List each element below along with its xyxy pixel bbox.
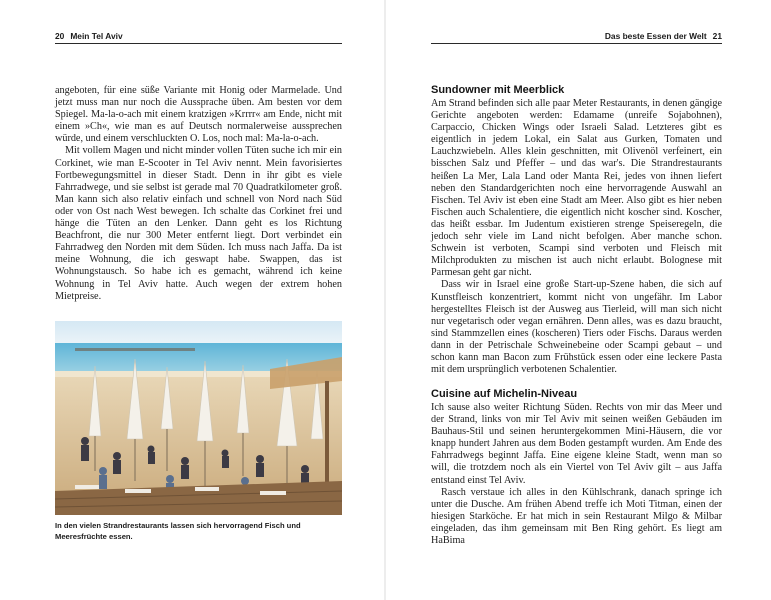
left-paragraph-2: Mit vollem Magen und nicht minder vollen Tüten suche ich mir ein Corkinet, wie man E-Scooter in Tel Aviv nennt. Mein favorisiertes Fortbewegungsmittel in dieser Stadt. Denn in ihr gibt es viele Fahrradwege, und sie selbst ist gerade mal 70 Quadratkilometer groß. Man kann sich also relativ einfach und schnell von Nord nach Süd oder von Ost nach West bewegen. Ich schalte das Corkinet frei und hänge die Tüten an den Lenker. Dann geht es los Richtung Beachfront, die nur 300 Meter entfernt liegt. Dort verbindet ein Fahrradweg den Norden mit dem Süden. Ich muss nach Jaffa. Da ist meine Wohnung, die ich geswapt habe. Swappen, das ist Wohnungstausch. So habe ich es gemacht, während ich keine Wohnung in Tel Aviv hatte. Auch wegen der extrem hohen Mietpreise. xyxy=(55,145,342,302)
sundowner-paragraph-1: Am Strand befinden sich alle paar Meter Restaurants, in denen gängige Gerichte angeboten werden: Edamame (unreife Sojabohnen), Carpaccio, Chicken Wings oder Israeli Salad. Letzteres gibt es eigentlich in jedem Lokal, ein Salat aus Gurken, Tomaten und Lauchzwiebeln. Alles klein geschnitten, mit Olivenöl verfeinert, ein bisschen Salz und Pfeffer – und das war's. Die Strandrestaurants heißen La Mer, Lala Land oder Manta Rei, jedes von ihnen liefert neben den Standardgerichten noch eine hervorragende Auswahl an Fischen. Tel Aviv ist eben eine Stadt am Meer. Also gibt es hier neben Fischen auch Schalentiere, die eigentlich nicht koscher sind. Koscher, das heißt essbar. Im Judentum existieren strenge Speiseregeln, die jedoch sehr viele im Land nicht befolgen. Aber manche schon. Schwein ist verboten, Scampi sind verboten und Fleisch mit Milchprodukten zu mischen ist auch nicht erlaubt. Bolognese mit Parmesan geht gar nicht. xyxy=(431,98,722,279)
michelin-paragraph-1: Ich sause also weiter Richtung Süden. Rechts von mir das Meer und der Strand, links von mir Tel Aviv mit seinen weißen Gebäuden im Bauhaus-Stil und seinen heruntergekommen Mini-Häusern, die vor knapp hundert Jahren aus dem Boden gestampft wurden. Am Ende des Fahrradwegs beginnt Jaffa. Eine eigene kleine Stadt, wenn man so will, die trotzdem noch als ein Viertel von Tel Aviv gilt – aus Jaffa entstand einst Tel Aviv. xyxy=(431,402,722,486)
section-sundowner-text xyxy=(431,98,722,376)
left-running-title: Mein Tel Aviv xyxy=(70,30,123,41)
left-body-text xyxy=(55,85,342,303)
left-page-number: 20 xyxy=(55,30,65,41)
left-header-rule xyxy=(55,43,342,44)
sundowner-paragraph-2: Dass wir in Israel eine große Start-up-Szene haben, die sich auf Kunstfleisch konzentriert, kommt nicht von ungefähr. Im Labor hergestelltes Fleisch ist der Ausweg aus Tierleid, will man sich nicht nur vegetarisch oder vegan ernähren. Denn alles, was es dazu braucht, sind Stammzellen eines (koscheren) Tiers oder Fischs. Daraus werden dann in der Petrischale Schweinebeine oder Scampi gebaut – und schon kann man Bacon zum Frühstück essen oder eine leckere Pasta mit dem ursprünglich verbotenen Schalentier. xyxy=(431,279,722,376)
right-header-group xyxy=(605,31,722,41)
section-heading-michelin: Cuisine auf Michelin-Niveau xyxy=(431,388,578,400)
left-page xyxy=(0,0,385,600)
right-page-number: 21 xyxy=(712,30,722,41)
right-header xyxy=(431,30,722,41)
left-header xyxy=(55,30,342,41)
beach-restaurant-photo xyxy=(55,321,342,515)
right-running-title: Das beste Essen der Welt xyxy=(604,30,707,41)
photo-caption: In den vielen Strandrestaurants lassen sich hervorragend Fisch und Meeresfrüchte essen. xyxy=(55,521,301,541)
michelin-paragraph-2: Rasch verstaue ich alles in den Kühlschrank, danach springe ich unter die Dusche. Am frühen Abend treffe ich Moti Titman, einen der hiesigen Starköche. Er hat mich in sein Restaurant Milgo & Milbar eingeladen, das ihm gemeinsam mit Ben Ring gehört. Es liegt am HaBima xyxy=(431,486,722,547)
left-header-group xyxy=(55,31,123,41)
left-paragraph-1: angeboten, für eine süße Variante mit Honig oder Marmelade. Und jetzt muss man nur noch die Aussprache üben. Am besten vor dem Spiegel. Ma-la-o-ach mit einem kratzigen »Krrrr« am Ende, nicht mit einem »Ch«, wie man es auf Deutsch normalerweise aussprechen würde, und einem verschluckten O. Los, noch mal: Ma-la-o-ach. xyxy=(55,85,342,145)
right-page xyxy=(386,0,771,600)
section-michelin-text xyxy=(431,402,722,547)
section-heading-sundowner: Sundowner mit Meerblick xyxy=(431,84,565,96)
right-header-rule xyxy=(431,43,722,44)
